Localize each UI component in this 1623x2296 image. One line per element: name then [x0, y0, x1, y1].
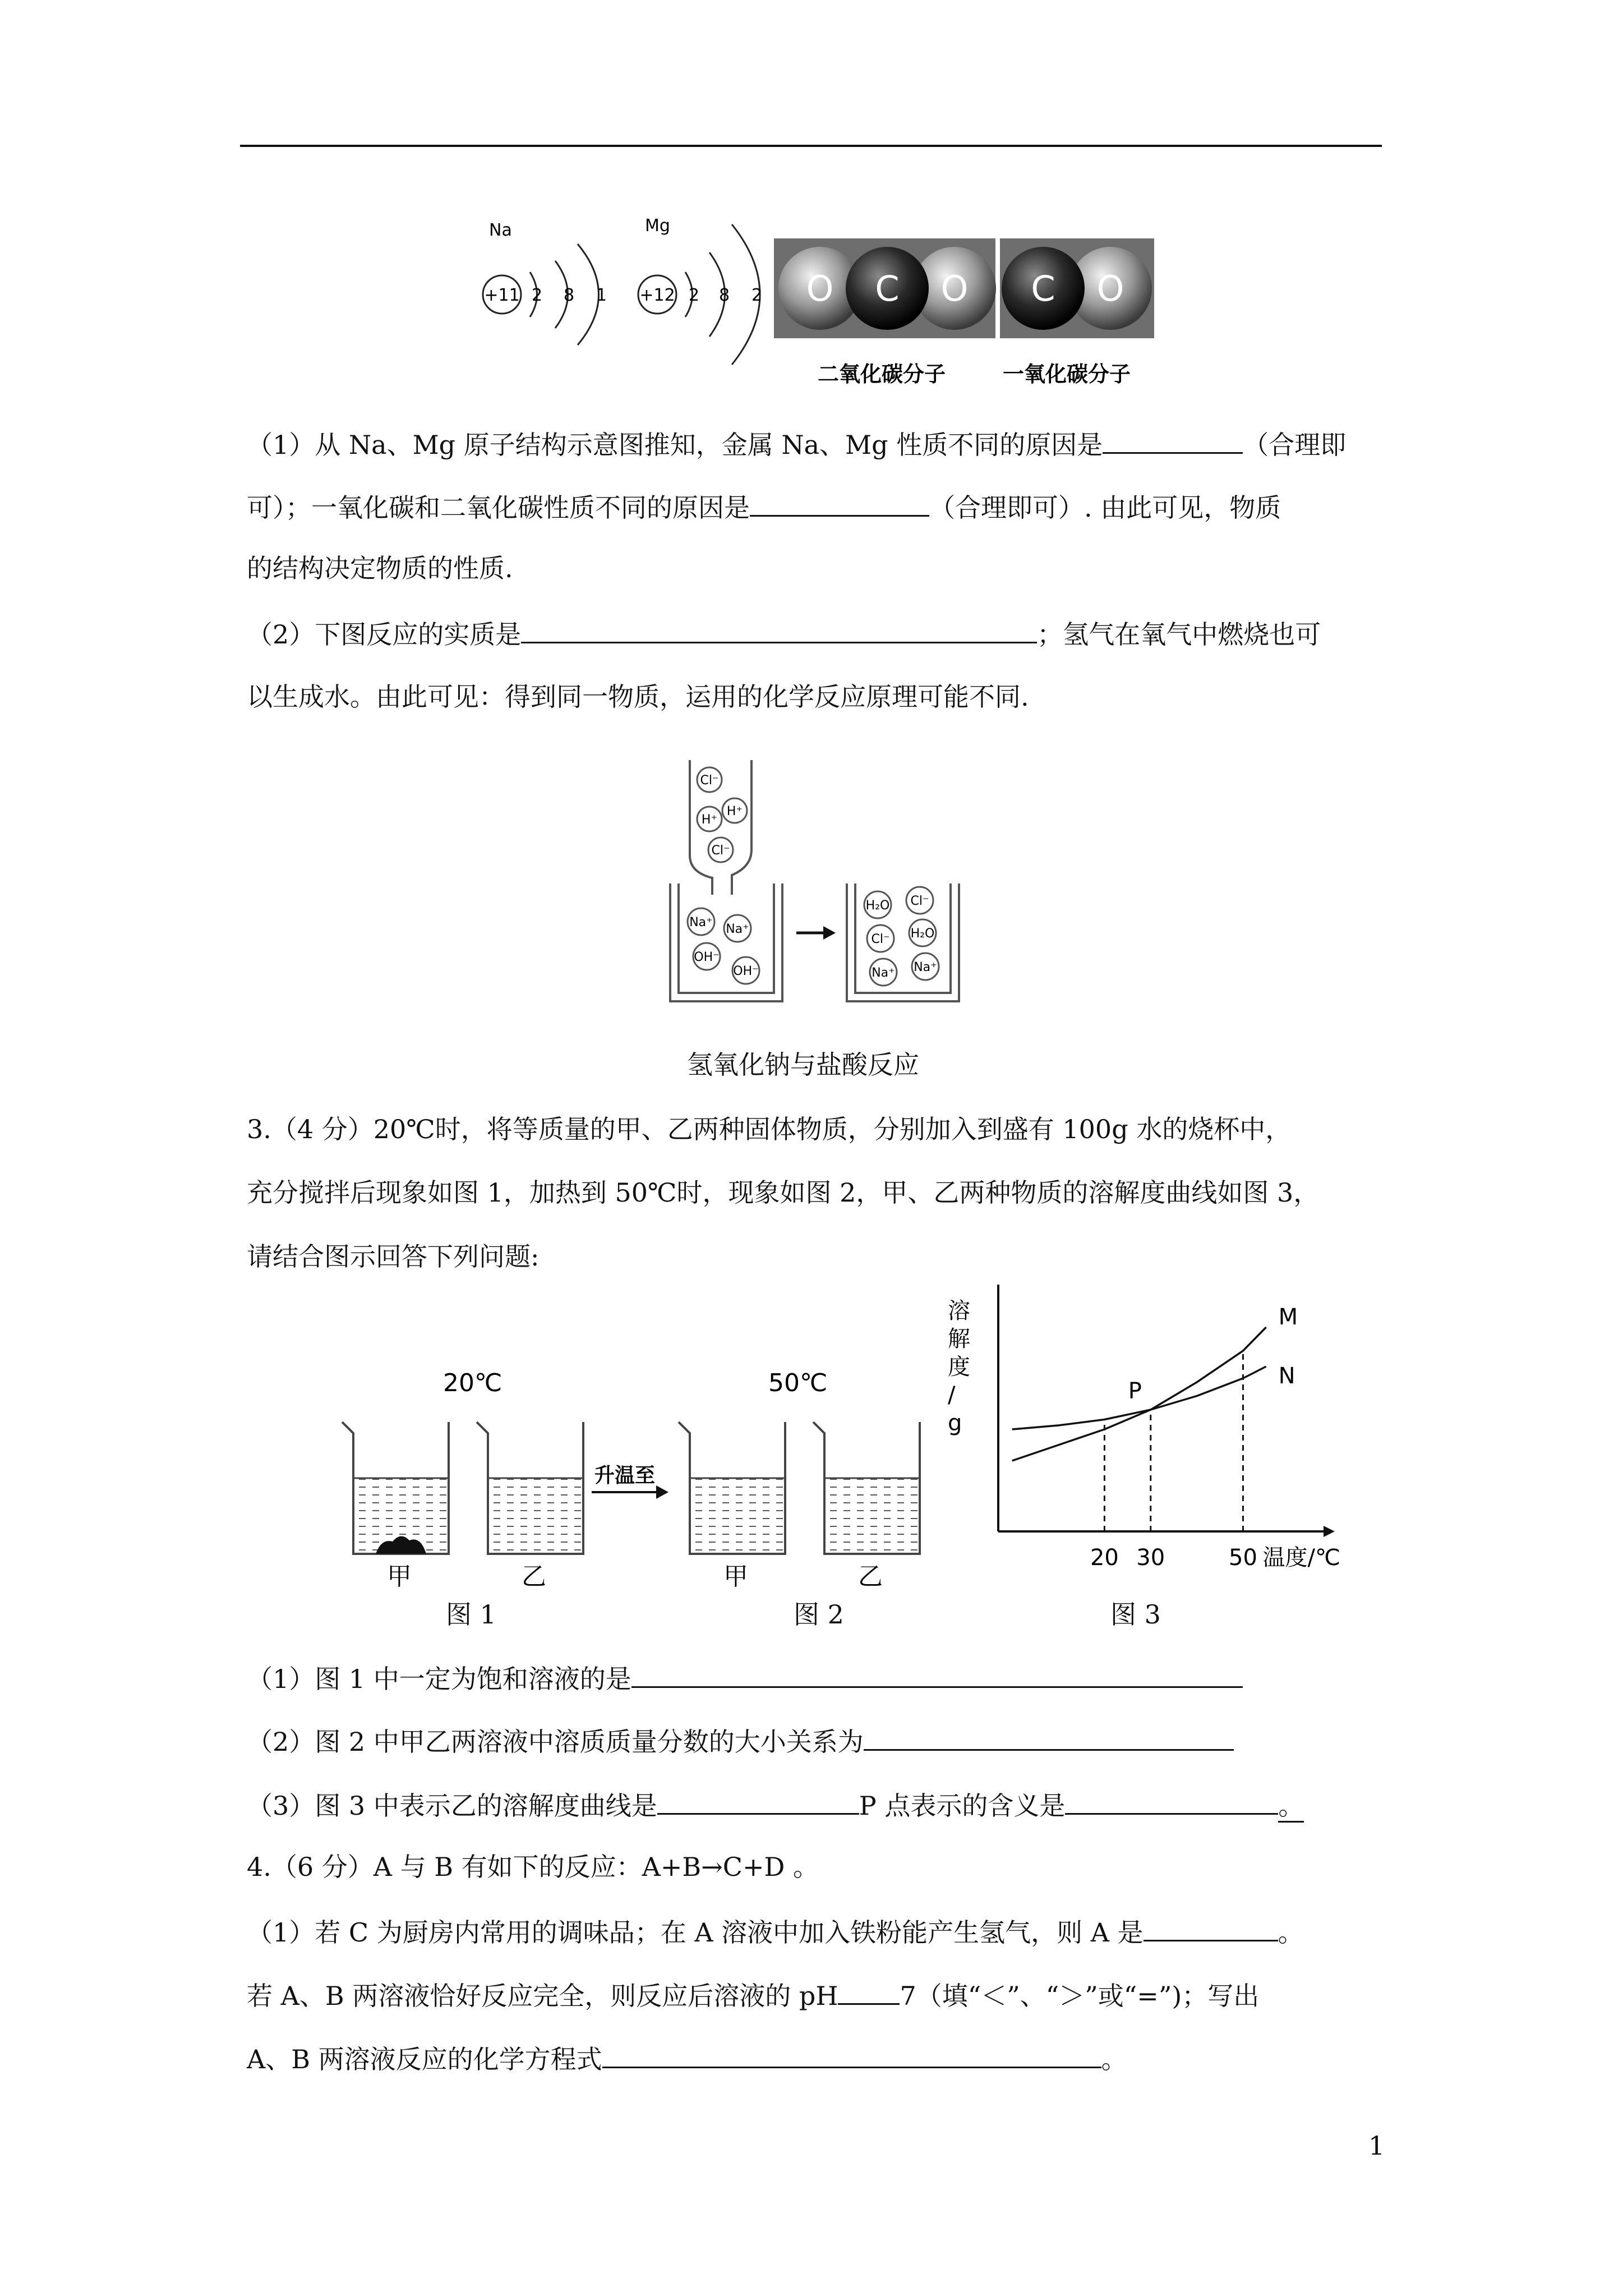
chart-ylabel-char: 度	[948, 1354, 970, 1380]
q3-sub3-text-c: 。	[1278, 1791, 1304, 1823]
q3-sub3-text-a: （3）图 3 中表示乙的溶解度曲线是	[247, 1791, 657, 1821]
page-number: 1	[1368, 2131, 1385, 2161]
left-beaker	[670, 884, 782, 1001]
co-label-o: O	[1096, 268, 1124, 309]
q4-sub1-text-b: 。	[1278, 1917, 1304, 1948]
co2-label-o2: O	[940, 268, 969, 309]
acid-ion-2: H⁺	[701, 813, 718, 827]
right-ion-1: H₂O	[865, 899, 890, 913]
acid-ion-3: H⁺	[726, 804, 743, 818]
q2-p1-line1	[247, 426, 1346, 462]
series-label-M: M	[1278, 1304, 1298, 1330]
q4-sub1-text-a: （1）若 C 为厨房内常用的调味品；在 A 溶液中加入铁粉能产生氢气，则 A 是	[247, 1917, 1144, 1948]
beaker-2-liquid	[488, 1478, 583, 1554]
right-beaker	[847, 884, 959, 1001]
na-shell-count-1: 2	[532, 286, 543, 305]
na-nucleus: +11	[484, 286, 520, 305]
heat-arrow-label: 升温至	[594, 1464, 656, 1487]
q4-sub2	[247, 1977, 1259, 2013]
q4-sub2-text-a: 若 A、B 两溶液恰好反应完全，则反应后溶液的 pH	[247, 1981, 838, 2011]
answer-blank-mass-fraction[interactable]	[864, 1723, 1234, 1751]
beaker-1-label: 甲	[387, 1562, 412, 1591]
answer-blank-ph[interactable]	[838, 1977, 900, 2005]
chart-xlabel: 温度/℃	[1262, 1545, 1340, 1571]
right-ion-6: Na⁺	[914, 960, 937, 974]
series-label-N: N	[1278, 1363, 1295, 1389]
solubility-chart	[925, 1285, 1352, 1599]
left-ion-1: Na⁺	[689, 915, 713, 930]
chart-ylabel-char: /	[948, 1382, 956, 1408]
q2-p1-line2-text-a: 可）；一氧化碳和二氧化碳性质不同的原因是	[247, 493, 750, 523]
reaction-caption: 氢氧化钠与盐酸反应	[687, 1050, 919, 1080]
co-caption: 一氧化碳分子	[1003, 362, 1131, 386]
answer-blank-saturated[interactable]	[631, 1660, 1243, 1688]
chart-ylabel-char: 溶	[948, 1298, 970, 1324]
answer-blank-na-mg-reason[interactable]	[1103, 426, 1243, 454]
q3-sub1	[247, 1660, 1243, 1696]
x-tick-50: 50	[1229, 1545, 1257, 1571]
na-label: Na	[489, 220, 512, 240]
q2-p1-line2	[247, 489, 1281, 524]
co2-label-o1: O	[806, 268, 834, 309]
q4-sub3	[247, 2041, 1127, 2076]
q3-sub3-text-b: P 点表示的含义是	[859, 1791, 1066, 1821]
answer-blank-equation[interactable]	[602, 2041, 1101, 2068]
header-rule	[240, 145, 1382, 147]
co-label-c: C	[1031, 268, 1055, 309]
chart-ylabel-char: 解	[948, 1326, 970, 1352]
q3-line3: 请结合图示回答下列问题:	[247, 1241, 540, 1272]
x-tick-30: 30	[1136, 1545, 1165, 1571]
x-tick-20: 20	[1090, 1545, 1119, 1571]
mg-shell-count-2: 8	[719, 286, 730, 305]
na-shell-count-2: 8	[564, 286, 575, 305]
chart-ylabel	[948, 1298, 970, 1436]
fig3-caption: 图 3	[1110, 1599, 1161, 1630]
point-p-label: P	[1128, 1378, 1142, 1404]
left-ion-2: Na⁺	[726, 922, 749, 936]
q2-p2-line1-text-b: ；氢气在氧气中燃烧也可	[1037, 619, 1321, 650]
acid-ion-1: Cl⁻	[700, 774, 719, 788]
fig1-caption: 图 1	[446, 1599, 496, 1630]
right-ion-4: H₂O	[910, 927, 935, 941]
right-ion-3: Cl⁻	[871, 932, 890, 946]
x-axis-arrowhead	[1324, 1526, 1335, 1537]
mg-nucleus: +12	[639, 286, 675, 305]
q4-sub2-text-b: 7（填“＜”、“＞”或“=”)；写出	[900, 1981, 1260, 2011]
beaker-figures	[331, 1358, 937, 1593]
right-ion-2: Cl⁻	[910, 894, 929, 908]
answer-blank-point-p[interactable]	[1065, 1787, 1278, 1815]
left-ion-4: OH⁻	[733, 964, 759, 978]
q2-p2-line2: 以生成水。由此可见：得到同一物质，运用的化学反应原理可能不同.	[247, 682, 1029, 712]
answer-blank-reaction-essence[interactable]	[521, 616, 1037, 643]
q2-p1-line3: 的结构决定物质的性质.	[247, 553, 513, 583]
q3-line2: 充分搅拌后现象如图 1，加热到 50℃时，现象如图 2，甲、乙两种物质的溶解度曲线如图 3，	[247, 1177, 1320, 1208]
q3-sub2-text: （2）图 2 中甲乙两溶液中溶质质量分数的大小关系为	[247, 1727, 864, 1757]
answer-blank-curve-b[interactable]	[657, 1787, 859, 1815]
na-shell-3	[578, 244, 599, 345]
q3-sub3	[247, 1787, 1304, 1823]
mg-shell-count-1: 2	[689, 286, 700, 305]
beaker-3-label: 甲	[723, 1562, 748, 1591]
q3-sub1-text: （1）图 1 中一定为饱和溶液的是	[247, 1664, 631, 1694]
q2-p2-line1-text-a: （2）下图反应的实质是	[247, 619, 522, 650]
q4-sub3-text-a: A、B 两溶液反应的化学方程式	[247, 2044, 602, 2074]
fig2-temp: 50℃	[768, 1369, 828, 1397]
co2-caption: 二氧化碳分子	[818, 362, 946, 386]
beaker-3-liquid	[690, 1478, 785, 1554]
left-ion-3: OH⁻	[694, 950, 720, 964]
reaction-arrowhead	[823, 926, 836, 940]
co2-label-c: C	[875, 268, 900, 309]
chart-guides	[1104, 1351, 1243, 1531]
beaker-4-liquid	[824, 1478, 920, 1554]
fig2-caption: 图 2	[794, 1599, 844, 1630]
q4-sub3-text-b: 。	[1101, 2044, 1127, 2074]
answer-blank-co-co2-reason[interactable]	[750, 489, 929, 517]
fig1-temp: 20℃	[443, 1369, 502, 1397]
q3-line1: 3.（4 分）20℃时，将等质量的甲、乙两种固体物质，分别加入到盛有 100g 水的烧杯中，	[247, 1114, 1292, 1144]
right-ion-5: Na⁺	[872, 966, 895, 980]
mg-label: Mg	[645, 216, 670, 236]
beaker-2-label: 乙	[522, 1562, 546, 1591]
na-shell-count-3: 1	[596, 286, 607, 305]
q3-sub2	[247, 1723, 1234, 1759]
q2-p1-line1-text-b: （合理即	[1243, 430, 1347, 460]
mg-shell-count-3: 2	[751, 286, 763, 305]
q2-p1-line2-text-b: （合理即可）. 由此可见，物质	[929, 493, 1281, 523]
atom-molecule-figure	[477, 208, 1161, 398]
chart-ylabel-char: g	[948, 1410, 962, 1436]
q4-sub1	[247, 1914, 1304, 1949]
neutralization-figure	[662, 754, 976, 1018]
q2-p2-line1	[247, 616, 1321, 651]
answer-blank-a-identity[interactable]	[1144, 1914, 1278, 1941]
q4-line1: 4.（6 分）A 与 B 有如下的反应：A+B→C+D 。	[247, 1852, 819, 1882]
beaker-4-label: 乙	[858, 1562, 883, 1591]
heat-arrowhead	[656, 1485, 668, 1499]
acid-ion-4: Cl⁻	[711, 844, 730, 858]
q2-p1-line1-text-a: （1）从 Na、Mg 原子结构示意图推知，金属 Na、Mg 性质不同的原因是	[247, 430, 1103, 460]
